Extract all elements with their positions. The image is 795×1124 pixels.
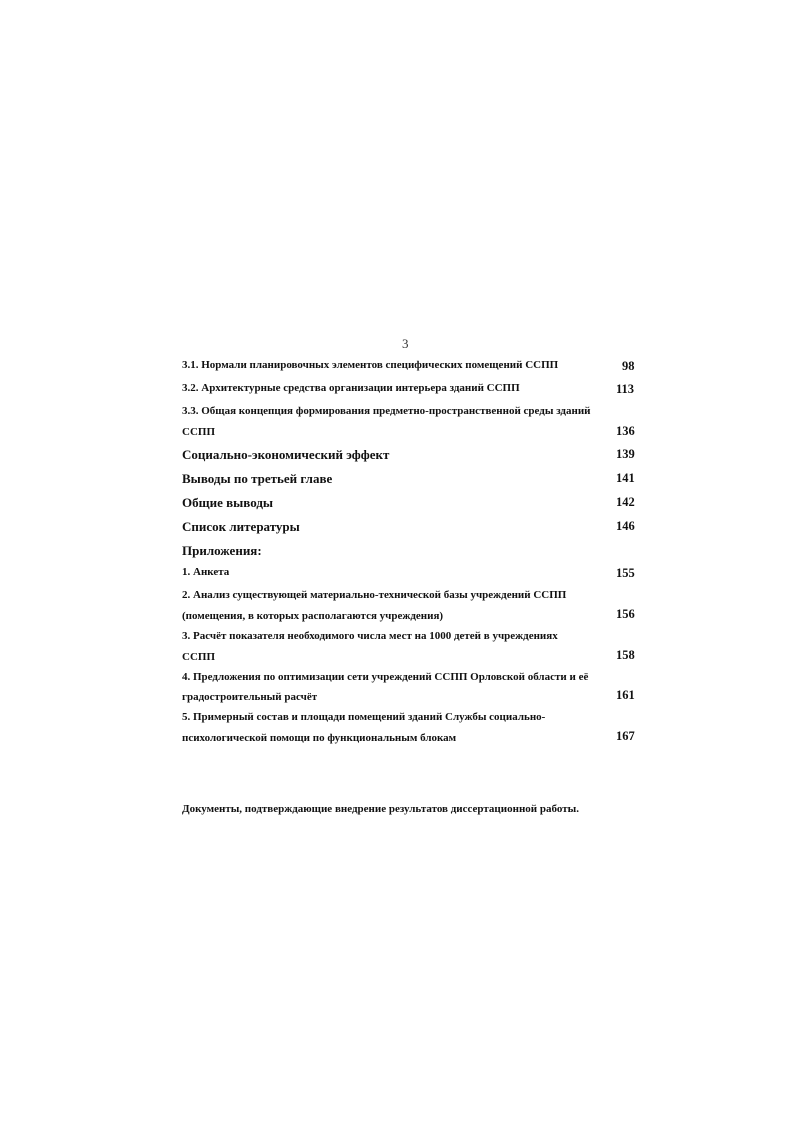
toc-entry-appendix-5-title-line1: 5. Примерный состав и площади помещений зданий Службы социально- [182,711,546,723]
toc-entry-chapter3-conclusions-page: 141 [616,471,635,485]
toc-entry-references-page: 146 [616,519,635,533]
toc-entry-appendix-4-page: 161 [616,688,635,702]
toc-entry-appendix-4-title-line2: градостроительный расчёт [182,691,318,703]
toc-entry-3-2-title: 3.2. Архитектурные средства организации интерьера зданий ССПП [182,382,520,394]
toc-entry-appendix-1-page: 155 [616,566,635,580]
toc-entry-appendix-1-title: 1. Анкета [182,566,230,578]
toc-entry-references-title: Список литературы [182,519,300,534]
toc-entry-3-3-page: 136 [616,424,635,438]
toc-entry-social-economic-title: Социально-экономический эффект [182,447,390,462]
toc-entry-appendix-2-page: 156 [616,607,635,621]
toc-entry-appendix-3-title-line1: 3. Расчёт показателя необходимого числа мест на 1000 детей в учреждениях [182,630,558,642]
toc-entry-appendix-2-title-line1: 2. Анализ существующей материально-технической базы учреждений ССПП [182,589,567,601]
page-number: 3 [402,336,409,351]
toc-entry-general-conclusions-title: Общие выводы [182,495,274,510]
toc-entry-appendix-5-title-line2: психологической помощи по функциональным блокам [182,732,457,744]
toc-entry-appendix-3-title-line2: ССПП [182,651,215,663]
toc-entry-appendices-heading: Приложения: [182,543,262,558]
toc-entry-3-1-title: 3.1. Нормали планировочных элементов специфических помещений ССПП [182,359,559,371]
toc-entry-appendix-3-page: 158 [616,648,635,662]
toc-entry-3-1-page: 98 [622,359,635,373]
toc-entry-general-conclusions-page: 142 [616,495,635,509]
toc-entry-social-economic-page: 139 [616,447,635,461]
toc-entry-appendix-2-title-line2: (помещения, в которых располагаются учреждения) [182,610,444,622]
supporting-documents-note: Документы, подтверждающие внедрение результатов диссертационной работы. [182,803,579,815]
toc-entry-appendix-4-title-line1: 4. Предложения по оптимизации сети учреждений ССПП Орловской области и её [182,671,589,683]
toc-entry-chapter3-conclusions-title: Выводы по третьей главе [182,471,333,486]
toc-entry-3-2-page: 113 [616,382,635,396]
toc-entry-3-3-title-line1: 3.3. Общая концепция формирования предметно-пространственной среды зданий [182,405,591,417]
toc-entry-appendix-5-page: 167 [616,729,635,743]
toc-entry-3-3-title-line2: ССПП [182,426,215,438]
